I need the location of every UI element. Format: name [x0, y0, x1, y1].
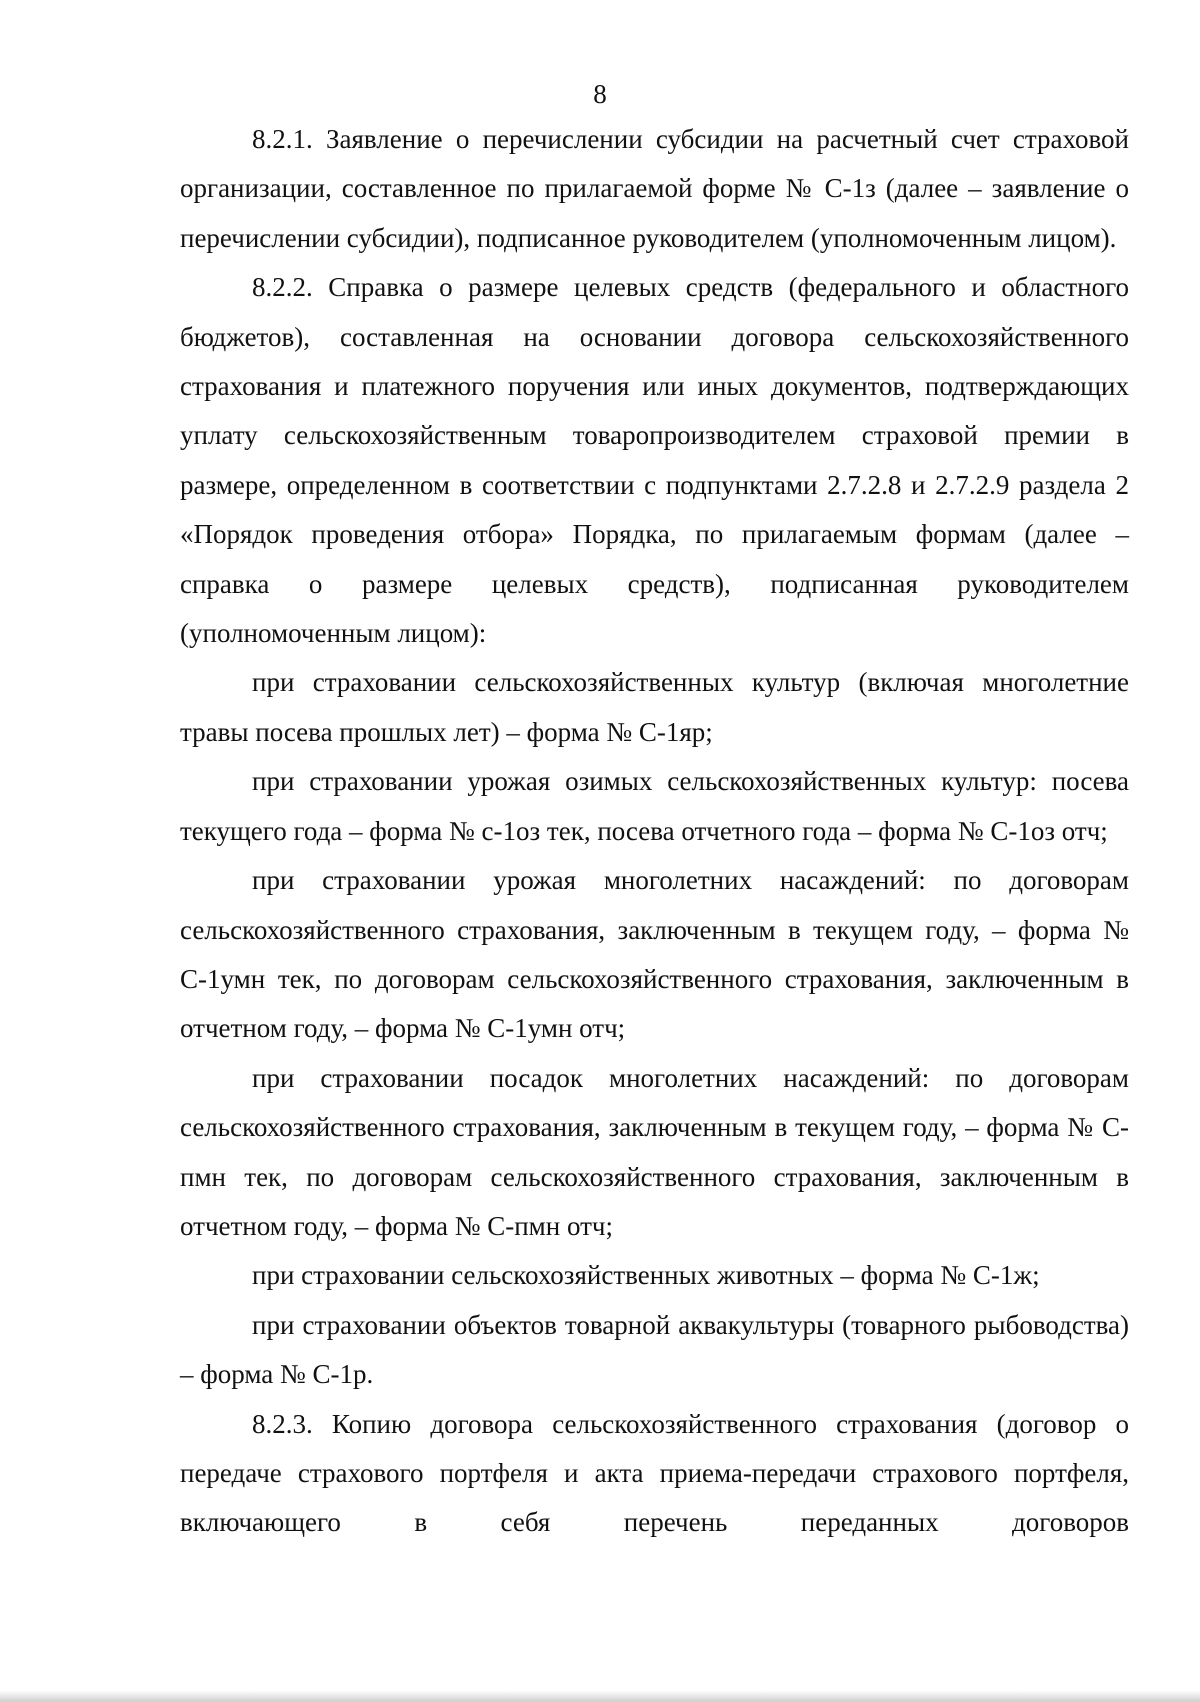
paragraph-8-2-3: 8.2.3. Копию договора сельскохозяйственного страхования (договор о передаче страхового портфеля и акта приема-передачи страхового портфеля, включающего в себя перечень переданных договоров	[180, 1408, 1129, 1538]
scan-bottom-edge	[0, 1690, 1200, 1701]
page-number: 8	[593, 79, 607, 109]
paragraph-form-s-1r: при страховании объектов товарной аквакультуры (товарного рыбоводства) – форма № С-1р.	[180, 1309, 1129, 1390]
paragraph-8-2-2: 8.2.2. Справка о размере целевых средств (федерального и областного бюджетов), составленная на основании договора сельскохозяйственного страхования и платежного поручения или иных документов, подтверждающих уплату сельскохозяйственным товаропроизводителем страховой премии в размере, определенном в соответствии с подпунктами 2.7.2.8 и 2.7.2.9 раздела 2 «Порядок проведения отбора» Порядка, по прилагаемым формам (далее – справка о размере целевых средств), подписанная руководителем (уполномоченным лицом):	[180, 272, 1129, 649]
document-body	[180, 115, 1129, 1548]
paragraph-form-s-1zh: при страховании сельскохозяйственных животных – форма № С-1ж;	[252, 1260, 1040, 1291]
paragraph-form-s-1yar: при страховании сельскохозяйственных культур (включая многолетние травы посева прошлых лет) – форма № С-1яр;	[180, 667, 1129, 747]
paragraph-form-s-pmn: при страховании посадок многолетних насаждений: по договорам сельскохозяйственного страхования, заключенным в текущем году, – форма № С-пмн тек, по договорам сельскохозяйственного страхования, заключенным в отчетном году, – форма № С-пмн отч;	[180, 1062, 1129, 1241]
paragraph-form-s-1oz: при страховании урожая озимых сельскохозяйственных культур: посева текущего года – форма № с-1оз тек, посева отчетного года – форма № С-1оз отч;	[180, 766, 1129, 846]
paragraph-8-2-1: 8.2.1. Заявление о перечислении субсидии на расчетный счет страховой организации, составленное по прилагаемой форме № С-1з (далее – заявление о перечислении субсидии), подписанное руководителем (уполномоченным лицом).	[180, 124, 1129, 253]
paragraph-form-s-1umn: при страховании урожая многолетних насаждений: по договорам сельскохозяйственного страхования, заключенным в текущем году, – форма № С-1умн тек, по договорам сельскохозяйственного страхования, заключенным в отчетном году, – форма № С-1умн отч;	[180, 865, 1129, 1044]
